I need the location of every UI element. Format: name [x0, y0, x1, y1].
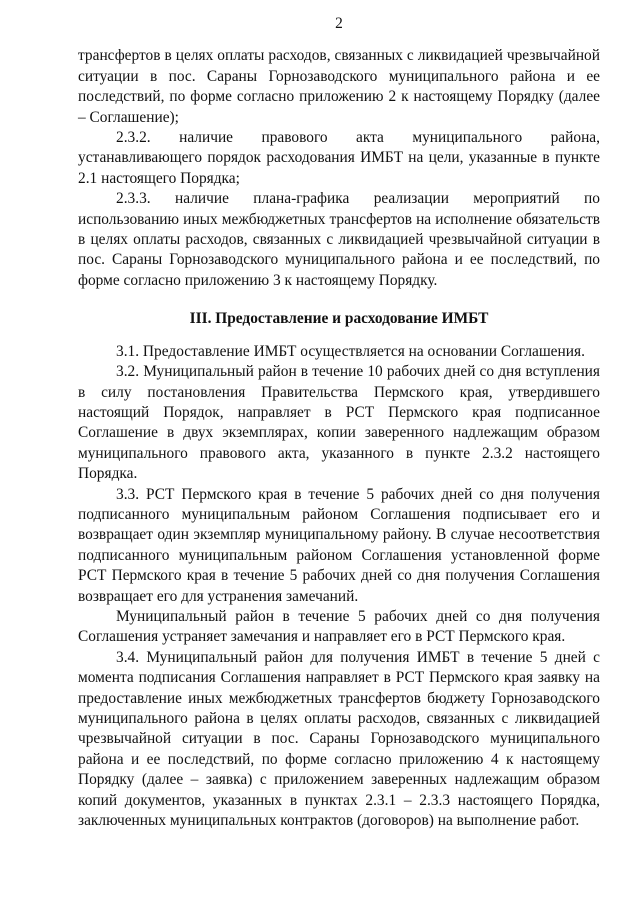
paragraph-3-3: 3.3. РСТ Пермского края в течение 5 рабочих дней со дня получения подписанного муниципальным районом Соглашения подписывает его и возвращает один экземпляр муниципальному району. В случае несоответствия подписанного муниципальным районом Соглашения установленной форме РСТ Пермского края в течение 5 рабочих дней со дня получения Соглашения возвращает его для устранения замечаний. [78, 485, 600, 605]
document-page [78, 14, 600, 831]
paragraph-3-3-continuation: Муниципальный район в течение 5 рабочих дней со дня получения Соглашения устраняет замечания и направляет его в РСТ Пермского края. [78, 607, 600, 646]
section-heading: III. Предоставление и расходование ИМБТ [189, 310, 489, 328]
page-number: 2 [335, 15, 343, 32]
paragraph-3-1: 3.1. Предоставление ИМБТ осуществляется на основании Соглашения. [116, 342, 585, 360]
paragraph-2-3-3: 2.3.3. наличие плана-графика реализации мероприятий по использованию иных межбюджетных трансфертов на исполнение обязательств в целях оплаты расходов, связанных с ликвидацией чрезвычайной ситуации в пос. Сараны Горнозаводского муниципального района и ее последствий, по форме согласно приложению 3 к настоящему Порядку. [78, 190, 600, 289]
paragraph-continuation: трансфертов в целях оплаты расходов, связанных с ликвидацией чрезвычайной ситуации в пос. Сараны Горнозаводского муниципального района и ее последствий, по форме согласно приложению 2 к настоящему Порядку (далее – Соглашение); [78, 47, 600, 126]
paragraph-3-2: 3.2. Муниципальный район в течение 10 рабочих дней со дня вступления в силу постановления Правительства Пермского края, утвердившего настоящий Порядок, направляет в РСТ Пермского края подписанное Соглашение в двух экземплярах, копии заверенного надлежащим образом муниципального правового акта, указанного в пункте 2.3.2 настоящего Порядка. [78, 363, 600, 483]
paragraph-3-4: 3.4. Муниципальный район для получения ИМБТ в течение 5 дней с момента подписания Соглашения направляет в РСТ Пермского края заявку на предоставление иных межбюджетных трансфертов бюджету Горнозаводского муниципального района в целях оплаты расходов, связанных с ликвидацией чрезвычайной ситуации в пос. Сараны Горнозаводского муниципального района и ее последствий, по форме согласно приложению 4 к настоящему Порядку (далее – заявка) с приложением заверенных надлежащим образом копий документов, указанных в пунктах 2.3.1 – 2.3.3 настоящего Порядка, заключенных муниципальных контрактов (договоров) на выполнение работ. [78, 648, 600, 830]
paragraph-2-3-2: 2.3.2. наличие правового акта муниципального района, устанавливающего порядок расходования ИМБТ на цели, указанные в пункте 2.1 настоящего Порядка; [78, 129, 600, 187]
